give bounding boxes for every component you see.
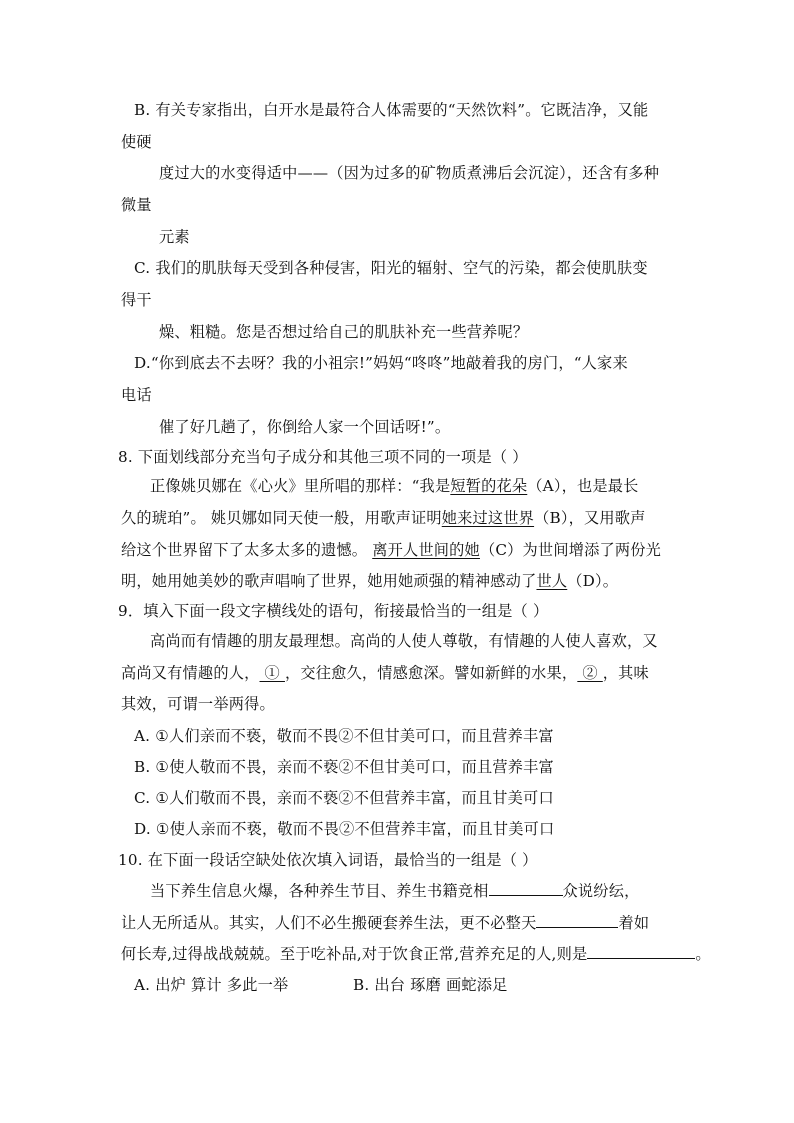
q8-title: 8. 下面划线部分充当句子成分和其他三项不同的一项是（ ） (118, 448, 528, 466)
q8-underline-b: 她来过这世界 (441, 509, 535, 527)
q10-passage-line-1: 当下养生信息火爆，各种养生节目、养生书籍竞相 众说纷纭， (150, 882, 640, 900)
q9-blank-2: ② (577, 664, 603, 682)
option-b-line-1: B. 有关专家指出，白开水是最符合人体需要的“天然饮料”。它既洁净，又能 (134, 101, 649, 119)
option-d-line-2: 电话 (121, 386, 152, 404)
option-b-line-2: 使硬 (121, 133, 152, 151)
q10-passage-line-3: 何长寿,过得战战兢兢。至于吃补品,对于饮食正常,营养充足的人,则是 。 (121, 945, 711, 963)
option-c-line-2: 得干 (121, 291, 152, 309)
q8-underline-d: 世人 (536, 572, 568, 590)
q8-passage-line-4: 明，她用她美妙的歌声唱响了世界，她用她顽强的精神感动了世人（D）。 (121, 572, 619, 590)
q10-option-a: A. 出炉 算计 多此一举 (134, 976, 289, 994)
option-c-line-1: C. 我们的肌肤每天受到各种侵害，阳光的辐射、空气的污染，都会使肌肤变 (134, 259, 648, 277)
q10-blank-2 (536, 912, 618, 928)
q8-underline-c: 离开人世间的她 (372, 541, 480, 559)
q8-passage-line-2: 久的琥珀”。 姚贝娜如同天使一般，用歌声证明她来过这世界（B），又用歌声 (121, 509, 646, 527)
q9-option-a: A. ①人们亲而不亵，敬而不畏②不但甘美可口，而且营养丰富 (134, 727, 554, 745)
option-c-line-3: 燥、粗糙。您是否想过给自己的肌肤补充一些营养呢？ (159, 323, 529, 341)
q10-blank-3 (587, 943, 695, 959)
option-d-line-1: D.“你到底去不去呀？我的小祖宗!”妈妈“咚咚”地敲着我的房门，“人家来 (134, 354, 628, 372)
q9-passage-line-3: 其效，可谓一举两得。 (121, 695, 275, 713)
option-d-line-3: 催了好几趟了，你倒给人家一个回话呀!”。 (159, 418, 451, 436)
q9-blank-1: ① (259, 664, 285, 682)
q9-option-d: D. ①使人亲而不亵，敬而不畏②不但营养丰富，而且甘美可口 (134, 820, 555, 838)
q8-underline-a: 短暂的花朵 (450, 477, 528, 495)
option-b-line-4: 微量 (121, 196, 152, 214)
q10-title: 10. 在下面一段话空缺处依次填入词语，最恰当的一组是（ ） (118, 851, 538, 869)
q9-option-c: C. ①人们敬而不畏，亲而不亵②不但营养丰富，而且甘美可口 (134, 789, 554, 807)
option-b-line-3: 度过大的水变得适中——（因为过多的矿物质煮沸后会沉淀），还含有多种 (159, 164, 660, 182)
q9-option-b: B. ①使人敬而不畏，亲而不亵②不但甘美可口，而且营养丰富 (134, 758, 554, 776)
q8-passage-line-1: 正像姚贝娜在《心火》里所唱的那样：“我是短暂的花朵（A），也是最长 (150, 477, 639, 495)
q9-title: 9．填入下面一段文字横线处的语句，衔接最恰当的一组是（ ） (118, 602, 549, 620)
q10-passage-line-2: 让人无所适从。其实，人们不必生搬硬套养生法，更不必整天 着如 (121, 914, 650, 932)
option-b-line-5: 元素 (159, 228, 190, 246)
q9-passage-line-2: 高尚又有情趣的人， ① ，交往愈久，情感愈深。譬如新鲜的水果， ② ，其味 (121, 664, 649, 682)
q10-option-b: B. 出台 琢磨 画蛇添足 (353, 976, 508, 994)
q10-blank-1 (489, 880, 563, 896)
q8-passage-line-3: 给这个世界留下了太多太多的遗憾。 离开人世间的她（C）为世间增添了两份光 (121, 541, 662, 559)
q9-passage-line-1: 高尚而有情趣的朋友最理想。高尚的人使人尊敬，有情趣的人使人喜欢，又 (150, 632, 658, 650)
